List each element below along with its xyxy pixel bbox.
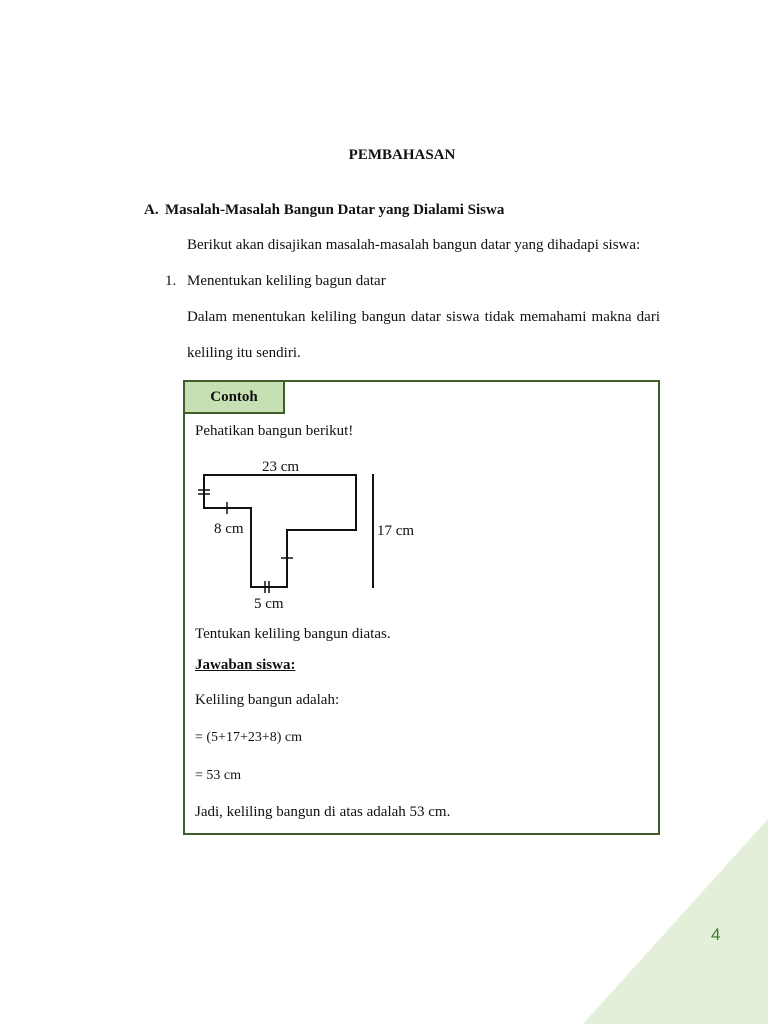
answer-heading: Jawaban siswa: — [195, 657, 296, 673]
example-box — [183, 380, 660, 835]
answer-line-2: = (5+17+23+8) cm — [195, 730, 303, 745]
corner-decoration — [583, 819, 768, 1024]
paragraph-line-1: Dalam menentukan keliling bangun datar siswa tidak memahami makna dari — [187, 309, 660, 325]
list-item-title: Menentukan keliling bagun datar — [187, 273, 386, 289]
intro-text: Berikut akan disajikan masalah-masalah bangun datar yang dihadapi siswa: — [187, 237, 641, 253]
example-question: Tentukan keliling bangun diatas. — [195, 626, 391, 642]
label-left: 8 cm — [214, 521, 244, 537]
list-item-number: 1. — [165, 273, 177, 289]
label-right: 17 cm — [377, 523, 415, 539]
page-number: 4 — [711, 925, 721, 944]
list-item-heading — [165, 273, 386, 290]
label-bottom: 5 cm — [254, 596, 284, 612]
section-letter: A. — [144, 202, 159, 218]
page-title: PEMBAHASAN — [348, 147, 456, 163]
answer-line-1: Keliling bangun adalah: — [195, 692, 340, 708]
label-top: 23 cm — [262, 459, 300, 475]
shape-figure — [185, 382, 658, 622]
answer-conclusion: Jadi, keliling bangun di atas adalah 53 cm. — [195, 804, 451, 820]
example-tab: Contoh — [185, 382, 285, 414]
section-heading — [144, 202, 504, 219]
answer-line-3: = 53 cm — [195, 768, 241, 783]
example-prompt: Pehatikan bangun berikut! — [195, 423, 354, 439]
section-title: Masalah-Masalah Bangun Datar yang Dialami Siswa — [165, 202, 505, 218]
paragraph-line-2: keliling itu sendiri. — [187, 345, 301, 361]
